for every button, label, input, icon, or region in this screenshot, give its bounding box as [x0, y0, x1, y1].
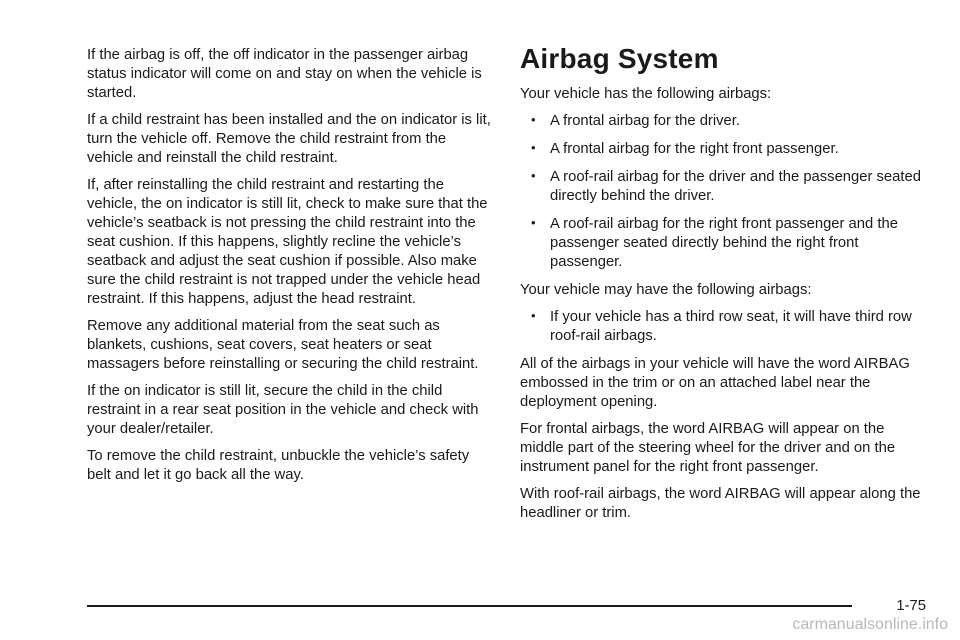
- watermark: carmanualsonline.info: [792, 616, 948, 633]
- list-item: [520, 215, 930, 272]
- list-item: [520, 112, 930, 131]
- paragraph-airbag-embossed: All of the airbags in your vehicle will have the word AIRBAG embossed in the trim or on an attached label near the deployment opening.: [520, 356, 910, 410]
- page-number: 1-75: [896, 598, 926, 614]
- bullet-icon: •: [531, 140, 536, 155]
- list-item: [520, 140, 930, 159]
- bullet-icon: •: [531, 308, 536, 323]
- left-column: [87, 46, 495, 493]
- list-item: [520, 308, 930, 346]
- optional-airbag-list: [520, 308, 930, 346]
- list-item-text: A roof-rail airbag for the driver and the passenger seated directly behind the driver.: [550, 169, 921, 204]
- airbag-list: [520, 112, 930, 272]
- paragraph-remove-restraint: To remove the child restraint, unbuckle the vehicle’s safety belt and let it go back all the way.: [87, 448, 470, 483]
- bullet-icon: •: [531, 168, 536, 183]
- right-column: [520, 42, 930, 531]
- paragraph-still-lit: If the on indicator is still lit, secure the child in the child restraint in a rear seat position in the vehicle and check with your dealer/retailer.: [87, 383, 479, 437]
- paragraph-child-restraint-installed: If a child restraint has been installed and the on indicator is lit, turn the vehicle off. Remove the child restraint from the vehicle and reinstall the child restraint.: [87, 112, 491, 166]
- list-item-text: A frontal airbag for the right front passenger.: [550, 141, 839, 157]
- paragraph-reinstalling: If, after reinstalling the child restraint and restarting the vehicle, the on indicator is still lit, check to make sure that the vehicle’s seatback is not pressing the child restraint into the seat cushion. If this happens, slightly recline the vehicle’s seatback and adjust the seat cushion if possible. Also make sure the child restraint is not trapped under the vehicle head restraint. If this happens, adjust the head restraint.: [87, 177, 488, 307]
- bullet-icon: •: [531, 215, 536, 230]
- paragraph-remove-material: Remove any additional material from the seat such as blankets, cushions, seat covers, seat heaters or seat massagers before reinstalling or securing the child restraint.: [87, 318, 479, 372]
- list-item-text: A frontal airbag for the driver.: [550, 113, 740, 129]
- list-item-text: If your vehicle has a third row seat, it will have third row roof-rail airbags.: [550, 309, 912, 344]
- optional-airbags-intro: Your vehicle may have the following airbags:: [520, 282, 812, 298]
- section-heading: Airbag System: [520, 43, 719, 74]
- bullet-icon: •: [531, 112, 536, 127]
- paragraph-roof-rail-airbags: With roof-rail airbags, the word AIRBAG will appear along the headliner or trim.: [520, 486, 921, 521]
- list-item-text: A roof-rail airbag for the right front passenger and the passenger seated directly behind the right front passenger.: [550, 216, 898, 270]
- paragraph-airbag-off: If the airbag is off, the off indicator in the passenger airbag status indicator will come on and stay on when the vehicle is started.: [87, 47, 482, 101]
- list-item: [520, 168, 930, 206]
- paragraph-frontal-airbags: For frontal airbags, the word AIRBAG will appear on the middle part of the steering wheel for the driver and on the instrument panel for the right front passenger.: [520, 421, 896, 475]
- footer-rule: [87, 605, 852, 607]
- airbags-intro: Your vehicle has the following airbags:: [520, 86, 772, 102]
